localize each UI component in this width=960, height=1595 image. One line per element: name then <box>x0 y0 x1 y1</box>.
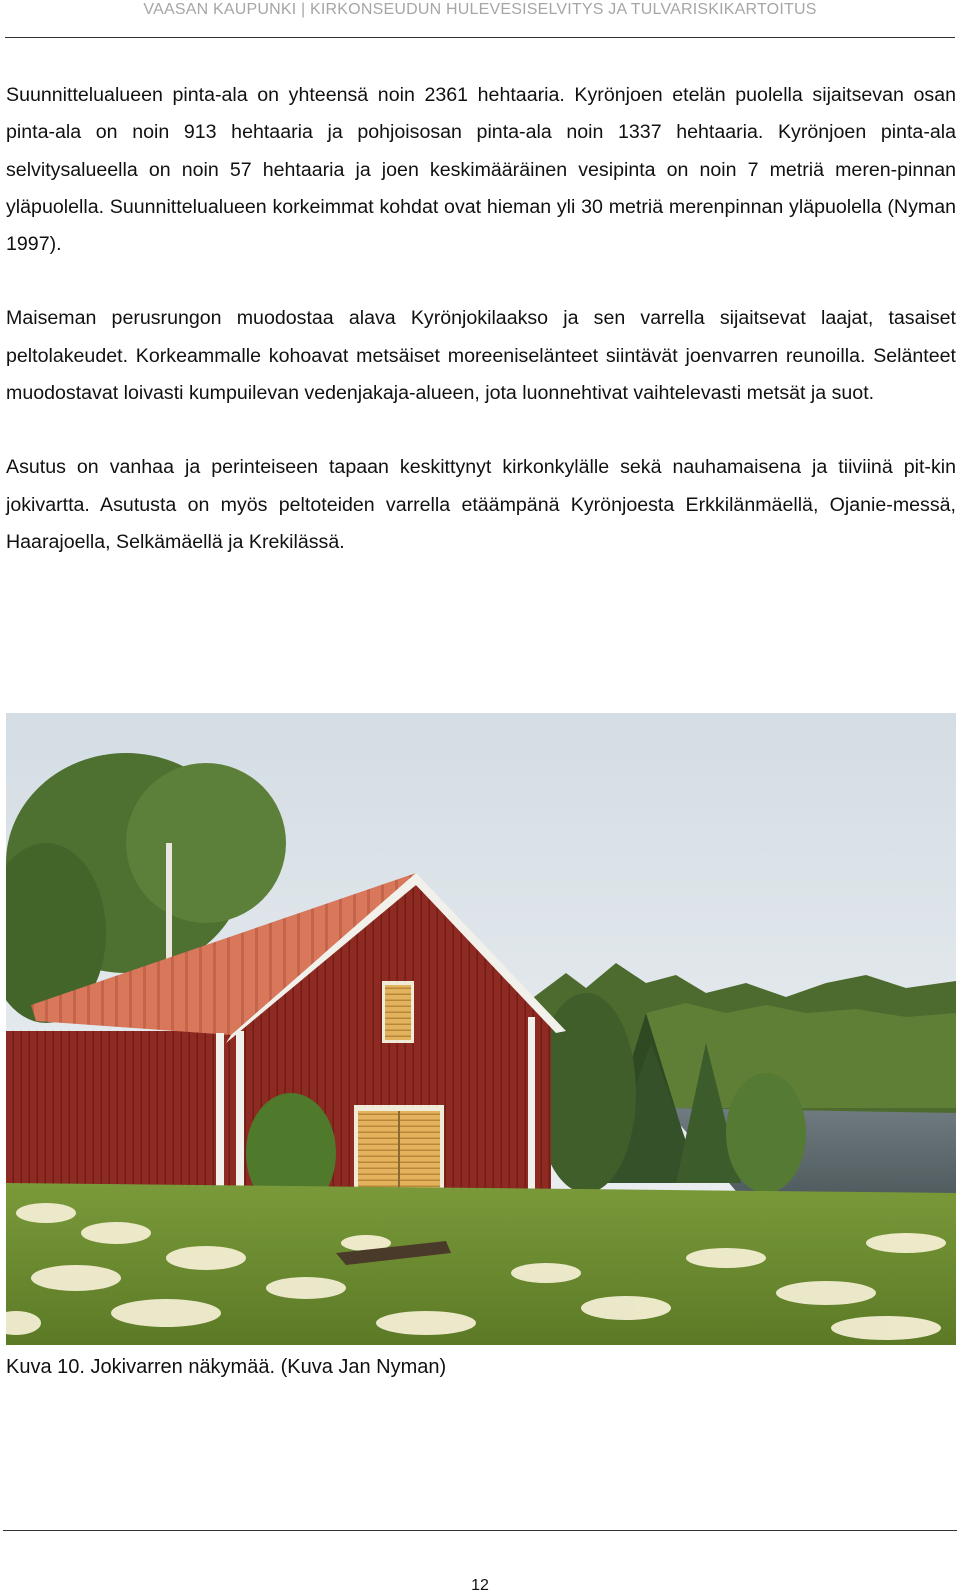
running-header: VAASAN KAUPUNKI | KIRKONSEUDUN HULEVESISELVITYS JA TULVARISKIKARTOITUS <box>143 1 817 18</box>
figure-caption: Kuva 10. Jokivarren näkymää. (Kuva Jan Nyman) <box>6 1356 447 1378</box>
paragraph-area: Suunnittelualueen pinta-ala on yhteensä noin 2361 hehtaaria. Kyrönjoen etelän puolella sijaitsevan osan pinta-ala on noin 913 hehtaaria ja pohjoisosan pinta-ala noin 1337 hehtaaria. Kyrönjoen pinta-ala selvitysalueella on noin 57 hehtaaria ja joen keskimääräinen vesipinta on noin 7 metriä meren-pinnan yläpuolella. Suunnittelualueen korkeimmat kohdat ovat hieman yli 30 metriä merenpinnan yläpuolella (Nyman 1997). <box>6 84 956 256</box>
riverside-barn-photo <box>6 713 956 1345</box>
body-text <box>6 77 956 598</box>
header-divider <box>5 37 955 38</box>
footer-divider <box>3 1530 957 1531</box>
page-number: 12 <box>471 1577 489 1594</box>
paragraph-landscape: Maiseman perusrungon muodostaa alava Kyrönjokilaakso ja sen varrella sijaitsevat laajat, tasaiset peltolakeudet. Korkeammalle kohoavat metsäiset moreeniselänteet siintävät joenvarren reunoilla. Selänteet muodostavat loivasti kumpuilevan vedenjakaja-alueen, jota luonnehtivat vaihtelevasti metsät ja suot. <box>6 307 956 405</box>
paragraph-settlement: Asutus on vanhaa ja perinteiseen tapaan keskittynyt kirkonkylälle sekä nauhamaisena ja tiiviinä pit-kin jokivartta. Asutusta on myös peltoteiden varrella etäämpänä Kyrönjoesta Erkkilänmäellä, Ojanie-messä, Haarajoella, Selkämäellä ja Krekilässä. <box>6 456 956 553</box>
